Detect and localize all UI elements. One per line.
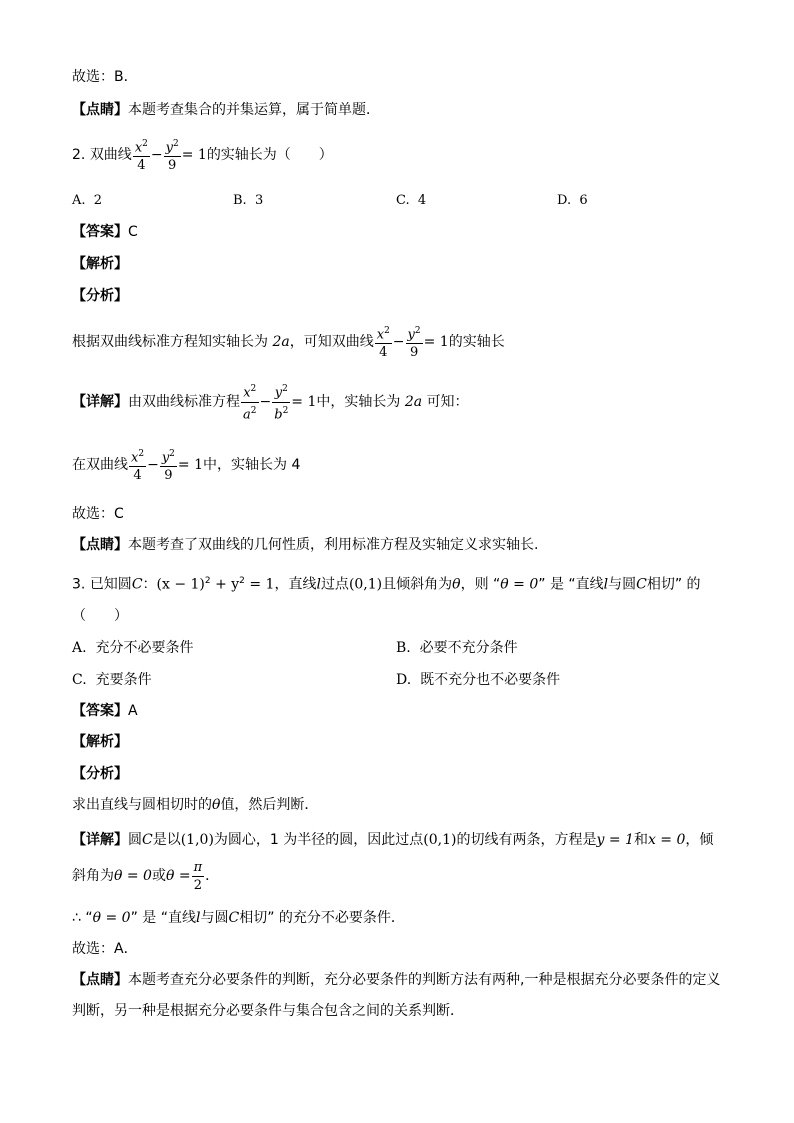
q2-detail-2: 在双曲线 $\frac{x^2}{4}$ − $\frac{y^2}{9}$ = 1 中，实轴长为 4 [72,448,300,482]
fraction: $\frac{x^2}{4}$ [375,323,392,361]
q3-option-b: B. 必要不充分条件 [396,640,518,656]
q3-option-c: C. 充要条件 [72,672,152,688]
q3-fenxi-tag: 【分析】 [72,766,128,782]
q3-comment-2: 判断，另一种是根据充分必要条件与集合包含之间的关系判断． [72,1003,464,1019]
q2-answer: 【答案】C [72,224,138,240]
q2-detail: 【详解】 由双曲线标准方程 $\frac{x^2}{a^2}$ − $\frac{y^2}{b^2}$ = 1 中，实轴长为 2a 可知： [72,385,469,419]
q3-option-d: D. 既不充分也不必要条件 [396,672,561,688]
q2-comment: 【点睛】本题考查了双曲线的几何性质，利用标准方程及实轴定义求实轴长. [72,537,539,553]
q3-paren: （ ） [72,608,128,624]
q3-stem: 3. 已知圆C：$(x - 1)^2 + y^2 = 1$，直线l过点(0,1)且倾斜角为θ，则 “θ = 0” 是 “直线l与圆C相切” 的 [72,576,701,593]
q2-fenxi-tag: 【分析】 [72,288,128,304]
q3-detail: 【详解】圆C是以(1,0)为圆心，1 为半径的圆，因此过点(0,1)的切线有两条，方程是y = 1和x = 0，倾 [72,832,714,848]
q2-stem: 2. 双曲线 $\frac{x^2}{4}$ − $\frac{y^2}{9}$ = 1 的实轴长为（ ） [72,138,333,172]
q2-choice: 故选：C [72,506,124,522]
fraction: $\frac{x^2}{a^2}$ [241,381,259,423]
q1-choice: 故选：B． [72,69,138,85]
q2-analysis-tag: 【解析】 [72,256,128,272]
q3-detail-2: 斜角为 θ = 0 或 θ = $\frac{\pi}{2}$ ． [72,859,220,893]
q2-option-d: D. 6 [557,193,588,208]
q2-option-a: A. 2 [72,193,103,208]
fraction: $\frac{x^2}{4}$ [129,446,146,484]
q1-comment: 【点睛】本题考查集合的并集运算，属于简单题． [72,102,380,118]
fraction: $\frac{y^2}{9}$ [164,136,181,174]
q2-fenxi: 根据双曲线标准方程知实轴长为 2a ，可知双曲线 $\frac{x^2}{4}$ − $\frac{y^2}{9}$ = 1 的实轴长 [72,325,505,359]
fraction: $\frac{\pi}{2}$ [193,859,203,893]
q2-option-c: C. 4 [396,193,427,208]
comment-tag: 【点睛】 [72,102,128,118]
q3-therefore: ∴ “θ = 0” 是 “直线l与圆C相切” 的充分不必要条件． [72,910,405,926]
q3-fenxi: 求出直线与圆相切时的θ值，然后判断． [72,797,319,813]
q3-comment-1: 【点睛】本题考查充分必要条件的判断，充分必要条件的判断方法有两种,一种是根据充分必要条件的定义 [72,972,721,988]
q3-analysis-tag: 【解析】 [72,734,128,750]
fraction: $\frac{y^2}{9}$ [406,323,423,361]
q3-answer: 【答案】A [72,703,138,719]
q2-option-b: B. 3 [233,193,264,208]
fraction: $\frac{x^2}{4}$ [133,136,150,174]
fraction: $\frac{y^2}{b^2}$ [272,381,290,423]
q3-choice: 故选：A． [72,941,138,957]
q3-option-a: A. 充分不必要条件 [72,640,194,656]
fraction: $\frac{y^2}{9}$ [160,446,177,484]
